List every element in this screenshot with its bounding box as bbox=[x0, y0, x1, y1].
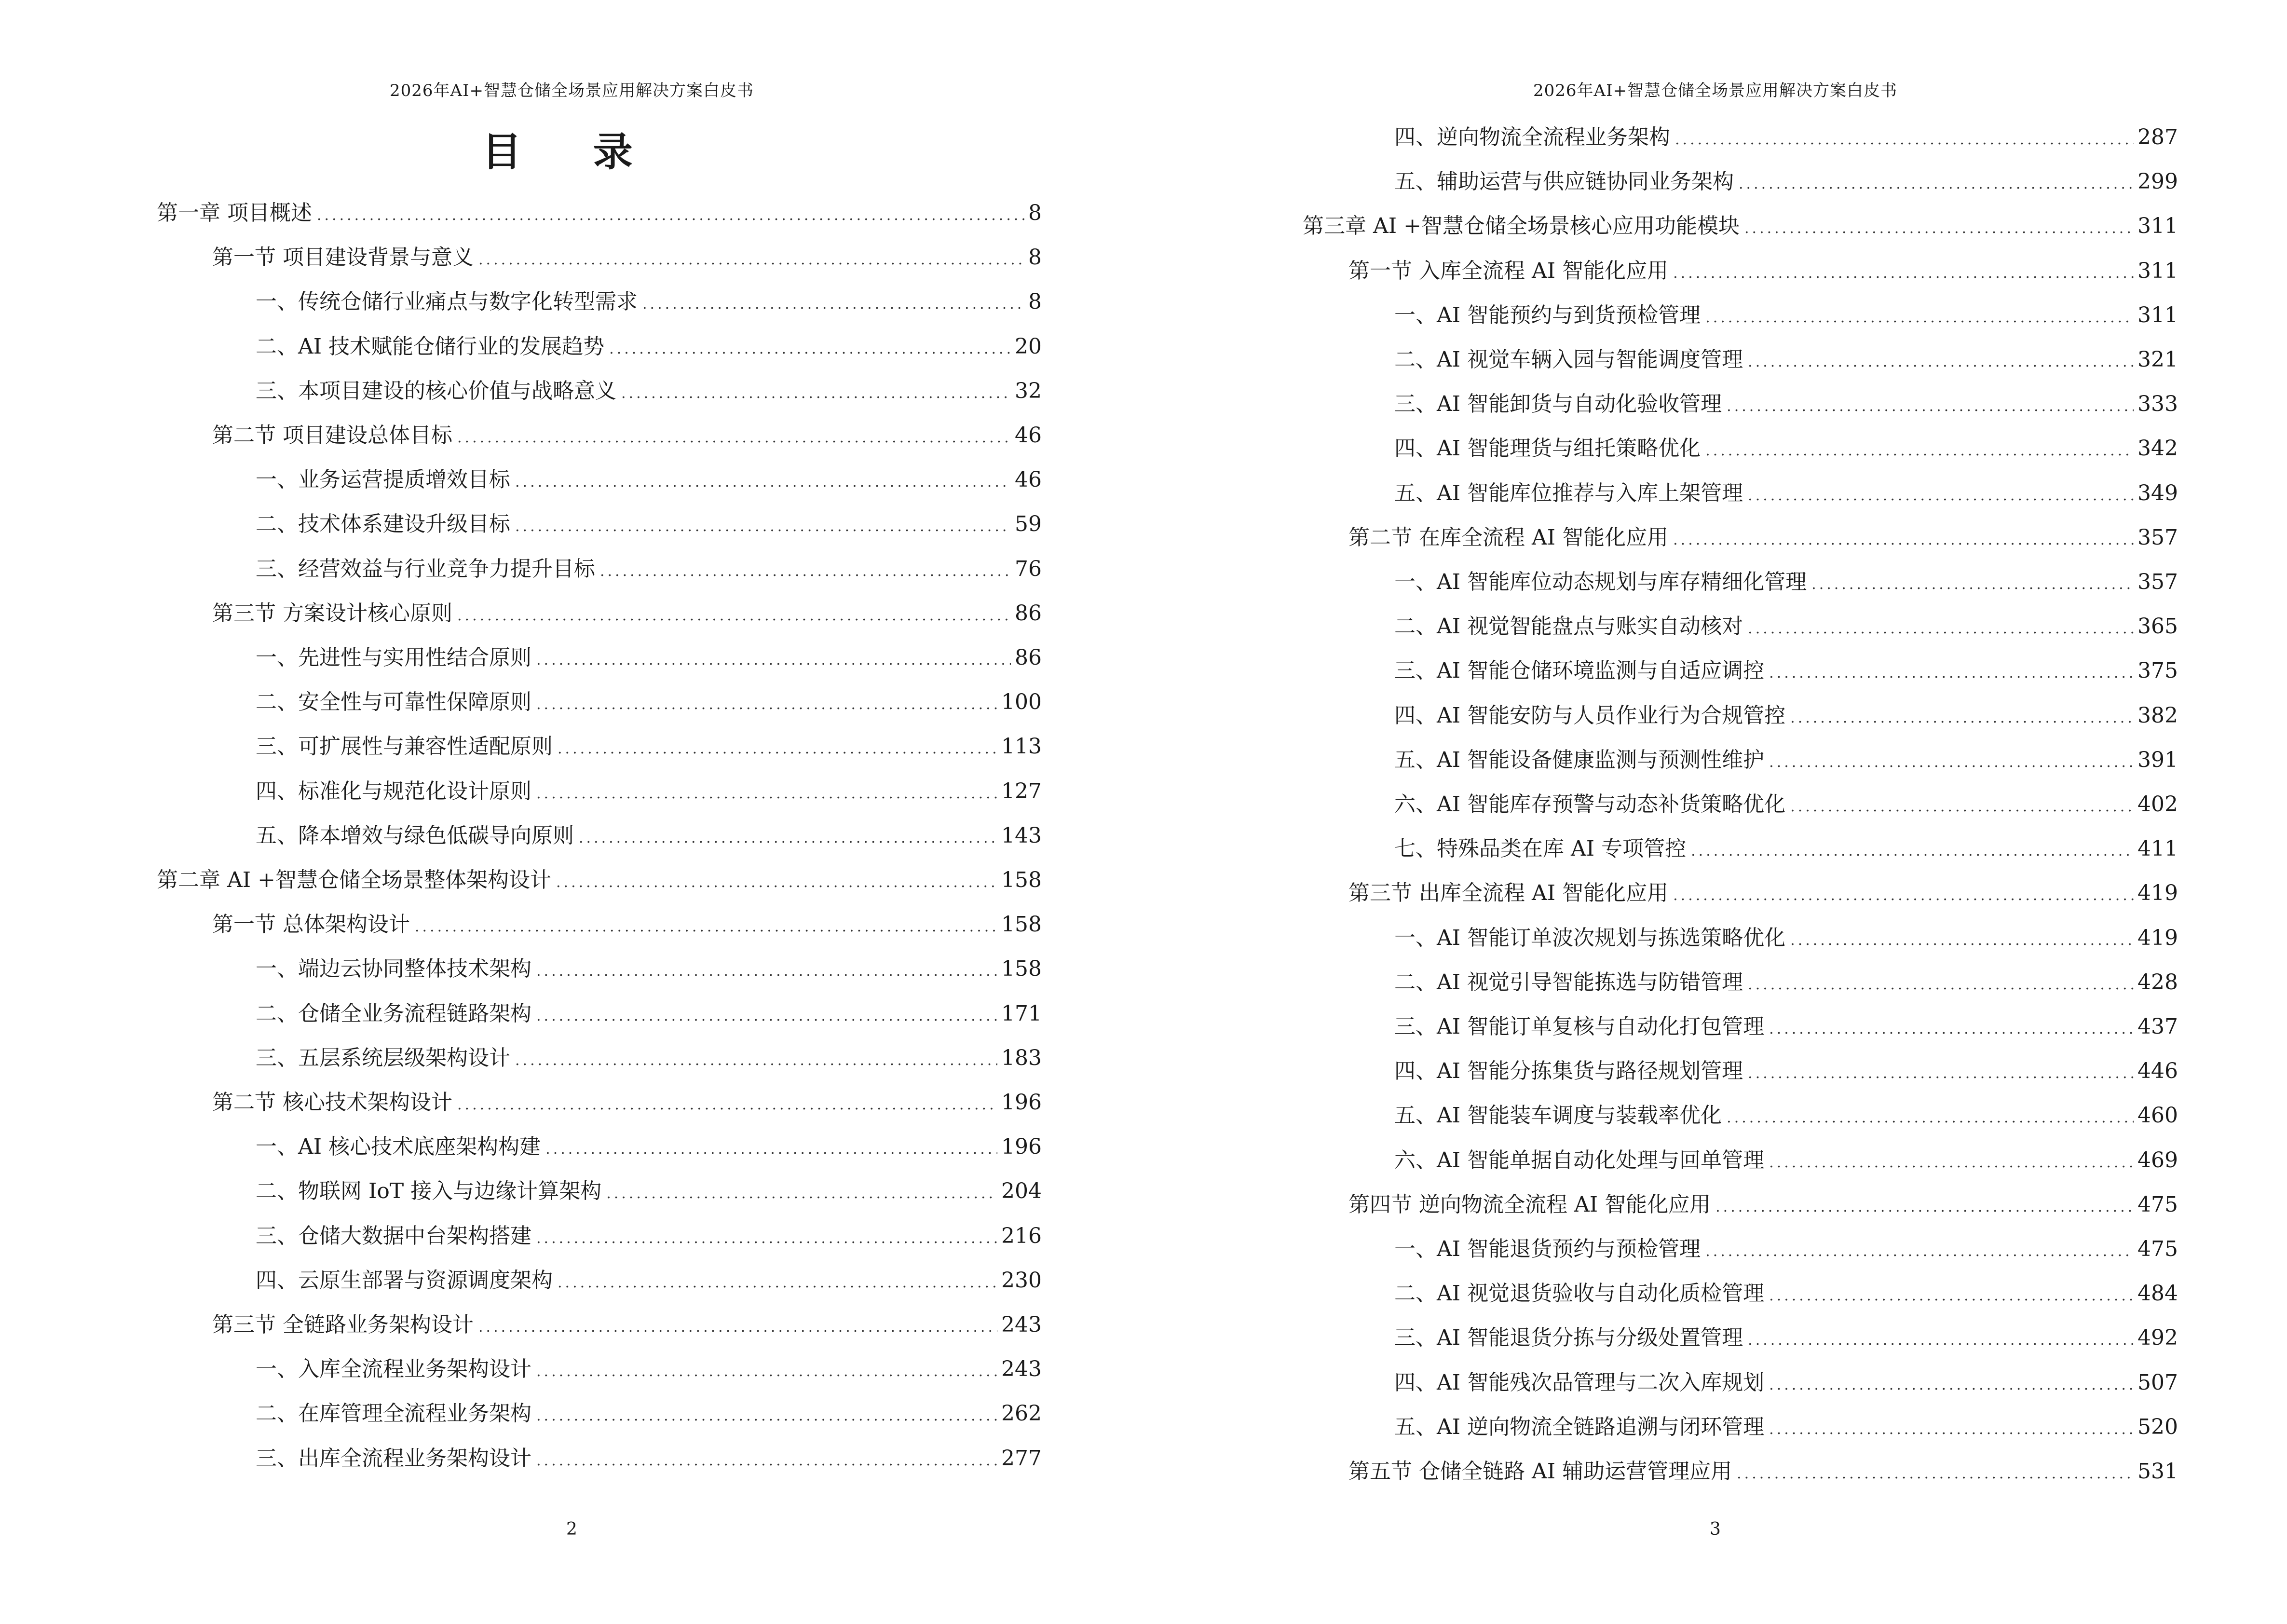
dot-leader bbox=[556, 874, 997, 891]
dot-leader bbox=[609, 341, 1011, 357]
dot-leader bbox=[1737, 1465, 2134, 1482]
toc-entry-page: 402 bbox=[2137, 792, 2178, 817]
toc-entry-level-3[interactable] bbox=[1394, 965, 2178, 994]
toc-entry-label: 一、AI 核心技术底座架构构建 bbox=[256, 1134, 541, 1160]
toc-entry-page: 520 bbox=[2137, 1414, 2178, 1439]
toc-entry-level-3[interactable] bbox=[256, 1396, 1042, 1425]
toc-entry-level-3[interactable] bbox=[1394, 476, 2178, 505]
toc-entry-page: 32 bbox=[1015, 378, 1042, 403]
running-header: 2026年AI+智慧仓储全场景应用解决方案白皮书 bbox=[1533, 81, 1897, 100]
dot-leader bbox=[1769, 1377, 2134, 1393]
toc-entry-level-1[interactable] bbox=[1303, 208, 2178, 237]
dot-leader bbox=[1748, 1332, 2134, 1349]
dot-leader bbox=[1691, 843, 2134, 860]
toc-entry-page: 382 bbox=[2137, 703, 2178, 728]
dot-leader bbox=[536, 1363, 997, 1380]
toc-entry-page: 460 bbox=[2137, 1103, 2178, 1128]
toc-entry-level-3[interactable] bbox=[1394, 1143, 2178, 1172]
toc-entry-page: 531 bbox=[2137, 1459, 2178, 1484]
toc-entry-label: 二、仓储全业务流程链路架构 bbox=[256, 1001, 531, 1026]
toc-entry-level-3[interactable] bbox=[256, 951, 1042, 980]
toc-entry-level-3[interactable] bbox=[256, 1351, 1042, 1380]
toc-entry-level-3[interactable] bbox=[1394, 1276, 2178, 1305]
toc-entry-label: 五、AI 智能装车调度与装载率优化 bbox=[1394, 1103, 1722, 1128]
toc-entry-level-2[interactable] bbox=[212, 1085, 1042, 1114]
dot-leader bbox=[536, 696, 997, 713]
toc-entry-page: 216 bbox=[1001, 1223, 1042, 1248]
toc-entry-page: 419 bbox=[2137, 925, 2178, 950]
toc-entry-level-3[interactable] bbox=[256, 1174, 1042, 1202]
toc-entry-level-3[interactable] bbox=[256, 1040, 1042, 1069]
toc-entry-label: 第二节 项目建设总体目标 bbox=[212, 423, 452, 448]
toc-entry-label: 一、入库全流程业务架构设计 bbox=[256, 1357, 531, 1382]
toc-entry-page: 46 bbox=[1015, 467, 1042, 492]
dot-leader bbox=[1727, 398, 2134, 415]
toc-entry-label: 第三章 AI +智慧仓储全场景核心应用功能模块 bbox=[1303, 214, 1740, 239]
toc-entry-label: 二、AI 视觉引导智能拣选与防错管理 bbox=[1394, 969, 1743, 995]
toc-entry-page: 59 bbox=[1015, 512, 1042, 537]
dot-leader bbox=[536, 1008, 997, 1024]
toc-entry-page: 299 bbox=[2137, 169, 2178, 194]
toc-entry-label: 三、出库全流程业务架构设计 bbox=[256, 1446, 531, 1471]
toc-entry-page: 196 bbox=[1001, 1090, 1042, 1115]
dot-leader bbox=[1790, 710, 2134, 726]
dot-leader bbox=[600, 563, 1011, 580]
toc-entry-page: 375 bbox=[2137, 658, 2178, 683]
toc-entry-page: 20 bbox=[1015, 334, 1042, 359]
toc-entry-label: 三、AI 智能卸货与自动化验收管理 bbox=[1394, 392, 1722, 417]
toc-entry-label: 第一章 项目概述 bbox=[157, 201, 312, 225]
toc-entry-level-3[interactable] bbox=[1394, 1320, 2178, 1349]
dot-leader bbox=[1769, 1154, 2134, 1171]
toc-entry-page: 507 bbox=[2137, 1370, 2178, 1395]
toc-entry-page: 243 bbox=[1001, 1357, 1042, 1382]
dot-leader bbox=[1673, 887, 2134, 904]
toc-entry-label: 一、AI 智能预约与到货预检管理 bbox=[1394, 302, 1701, 328]
toc-entry-label: 七、特殊品类在库 AI 专项管控 bbox=[1394, 836, 1687, 861]
toc-entry-level-3[interactable] bbox=[1394, 386, 2178, 415]
dot-leader bbox=[478, 1319, 997, 1336]
toc-entry-label: 五、辅助运营与供应链协同业务架构 bbox=[1394, 169, 1734, 194]
toc-entry-level-3[interactable] bbox=[256, 329, 1042, 358]
dot-leader bbox=[317, 207, 1024, 224]
toc-entry-label: 五、AI 智能库位推荐与入库上架管理 bbox=[1394, 480, 1743, 505]
toc-entry-level-3[interactable] bbox=[1394, 1098, 2178, 1127]
toc-entry-page: 100 bbox=[1001, 690, 1042, 715]
toc-entry-label: 四、AI 智能分拣集货与路径规划管理 bbox=[1394, 1059, 1743, 1084]
toc-entry-label: 第一节 入库全流程 AI 智能化应用 bbox=[1348, 258, 1669, 283]
toc-entry-page: 357 bbox=[2137, 525, 2178, 550]
toc-entry-label: 六、AI 智能单据自动化处理与回单管理 bbox=[1394, 1147, 1765, 1173]
dot-leader bbox=[536, 1230, 997, 1247]
dot-leader bbox=[457, 1096, 997, 1113]
toc-entry-label: 一、AI 智能退货预约与预检管理 bbox=[1394, 1237, 1701, 1261]
toc-entry-label: 五、AI 逆向物流全链路追溯与闭环管理 bbox=[1394, 1414, 1765, 1439]
toc-entry-label: 二、AI 视觉退货验收与自动化质检管理 bbox=[1394, 1281, 1765, 1306]
toc-entry-level-3[interactable] bbox=[1394, 698, 2178, 727]
toc-entry-page: 475 bbox=[2137, 1192, 2178, 1217]
toc-entry-level-3[interactable] bbox=[1394, 120, 2178, 149]
toc-entry-label: 二、AI 技术赋能仓储行业的发展趋势 bbox=[256, 334, 605, 359]
toc-entry-level-3[interactable] bbox=[256, 462, 1042, 491]
toc-entry-page: 311 bbox=[2137, 258, 2178, 283]
toc-entry-page: 158 bbox=[1001, 868, 1042, 892]
dot-leader bbox=[642, 296, 1024, 313]
toc-entry-label: 三、AI 智能订单复核与自动化打包管理 bbox=[1394, 1014, 1765, 1039]
toc-entry-level-3[interactable] bbox=[1394, 1409, 2178, 1438]
running-header: 2026年AI+智慧仓储全场景应用解决方案白皮书 bbox=[390, 81, 754, 100]
toc-entry-page: 230 bbox=[1001, 1268, 1042, 1293]
dot-leader bbox=[1769, 1421, 2134, 1438]
toc-entry-label: 三、五层系统层级架构设计 bbox=[256, 1045, 510, 1070]
dot-leader bbox=[478, 251, 1024, 268]
dot-leader bbox=[558, 1274, 997, 1291]
toc-entry-level-2[interactable] bbox=[1348, 875, 2178, 904]
toc-entry-page: 419 bbox=[2137, 881, 2178, 906]
toc-entry-level-3[interactable] bbox=[1394, 1365, 2178, 1394]
toc-entry-level-3[interactable] bbox=[256, 774, 1042, 803]
toc-entry-page: 46 bbox=[1015, 423, 1042, 448]
page-number: 2 bbox=[566, 1519, 577, 1539]
dot-leader bbox=[606, 1185, 997, 1202]
toc-entry-page: 143 bbox=[1001, 823, 1042, 848]
toc-entry-level-3[interactable] bbox=[256, 284, 1042, 313]
dot-leader bbox=[515, 1052, 997, 1069]
toc-entry-level-3[interactable] bbox=[256, 818, 1042, 847]
toc-entry-page: 446 bbox=[2137, 1059, 2178, 1084]
toc-entry-level-3[interactable] bbox=[1394, 831, 2178, 860]
dot-leader bbox=[621, 385, 1011, 402]
toc-entry-label: 第五节 仓储全链路 AI 辅助运营管理应用 bbox=[1348, 1459, 1732, 1484]
toc-entry-page: 311 bbox=[2137, 214, 2178, 239]
right-page bbox=[1144, 0, 2287, 1624]
toc-entry-level-3[interactable] bbox=[1394, 787, 2178, 816]
dot-leader bbox=[1727, 1109, 2134, 1126]
toc-entry-page: 349 bbox=[2137, 480, 2178, 505]
dot-leader bbox=[1673, 265, 2134, 282]
dot-leader bbox=[536, 785, 997, 802]
dot-leader bbox=[1705, 1243, 2134, 1260]
toc-entry-level-3[interactable] bbox=[256, 996, 1042, 1025]
dot-leader bbox=[1748, 354, 2134, 370]
toc-entry-page: 391 bbox=[2137, 747, 2178, 772]
toc-entry-level-2[interactable] bbox=[212, 1307, 1042, 1336]
toc-entry-level-3[interactable] bbox=[256, 1218, 1042, 1247]
toc-entry-page: 342 bbox=[2137, 436, 2178, 461]
toc-entry-page: 158 bbox=[1001, 956, 1042, 982]
toc-entry-label: 第三节 全链路业务架构设计 bbox=[212, 1312, 474, 1337]
toc-entry-label: 一、先进性与实用性结合原则 bbox=[256, 645, 531, 670]
toc-entry-page: 243 bbox=[1001, 1312, 1042, 1337]
dot-leader bbox=[1715, 1199, 2134, 1215]
toc-entry-page: 196 bbox=[1001, 1134, 1042, 1160]
toc-entry-label: 第四节 逆向物流全流程 AI 智能化应用 bbox=[1348, 1192, 1711, 1217]
dot-leader bbox=[536, 652, 1011, 669]
toc-entry-label: 第二章 AI +智慧仓储全场景整体架构设计 bbox=[157, 868, 551, 892]
toc-entry-label: 三、AI 智能仓储环境监测与自适应调控 bbox=[1394, 658, 1765, 683]
toc-entry-page: 8 bbox=[1028, 201, 1042, 225]
toc-entry-level-3[interactable] bbox=[256, 373, 1042, 402]
toc-entry-page: 86 bbox=[1015, 600, 1042, 626]
toc-entry-level-3[interactable] bbox=[256, 551, 1042, 580]
dot-leader bbox=[1769, 1287, 2134, 1304]
toc-entry-page: 321 bbox=[2137, 347, 2178, 372]
dot-leader bbox=[1748, 1065, 2134, 1082]
dot-leader bbox=[1739, 176, 2134, 192]
toc-entry-level-3[interactable] bbox=[1394, 298, 2178, 327]
dot-leader bbox=[1705, 442, 2134, 459]
dot-leader bbox=[1769, 1021, 2134, 1037]
toc-entry-page: 8 bbox=[1028, 245, 1042, 270]
toc-entry-level-1[interactable] bbox=[157, 862, 1042, 891]
toc-entry-level-2[interactable] bbox=[212, 907, 1042, 936]
toc-entry-level-1[interactable] bbox=[157, 195, 1042, 224]
toc-entry-label: 第三节 方案设计核心原则 bbox=[212, 600, 452, 626]
toc-entry-label: 二、技术体系建设升级目标 bbox=[256, 512, 510, 537]
toc-entry-level-3[interactable] bbox=[1394, 920, 2178, 949]
toc-entry-label: 二、物联网 IoT 接入与边缘计算架构 bbox=[256, 1179, 602, 1204]
toc-entry-label: 三、仓储大数据中台架构搭建 bbox=[256, 1223, 531, 1248]
toc-entry-label: 第二节 在库全流程 AI 智能化应用 bbox=[1348, 525, 1669, 550]
toc-entry-page: 183 bbox=[1001, 1045, 1042, 1070]
toc-entry-page: 171 bbox=[1001, 1001, 1042, 1026]
toc-entry-level-3[interactable] bbox=[256, 506, 1042, 535]
toc-entry-level-2[interactable] bbox=[1348, 253, 2178, 282]
dot-leader bbox=[1748, 976, 2134, 993]
page-number: 3 bbox=[1710, 1519, 1721, 1539]
toc-entry-page: 437 bbox=[2137, 1014, 2178, 1039]
toc-entry-label: 一、业务运营提质增效目标 bbox=[256, 467, 510, 492]
toc-entry-level-3[interactable] bbox=[1394, 342, 2178, 371]
dot-leader bbox=[536, 1407, 997, 1424]
toc-entry-level-3[interactable] bbox=[256, 1441, 1042, 1470]
toc-entry-label: 四、AI 智能残次品管理与二次入库规划 bbox=[1394, 1370, 1765, 1395]
toc-entry-level-3[interactable] bbox=[1394, 1231, 2178, 1260]
dot-leader bbox=[536, 963, 997, 980]
toc-entry-label: 第二节 核心技术架构设计 bbox=[212, 1090, 452, 1115]
toc-entry-label: 四、云原生部署与资源调度架构 bbox=[256, 1268, 553, 1293]
dot-leader bbox=[515, 518, 1011, 535]
dot-leader bbox=[545, 1141, 997, 1158]
dot-leader bbox=[536, 1452, 997, 1469]
toc-entry-level-3[interactable] bbox=[256, 640, 1042, 669]
toc-entry-page: 365 bbox=[2137, 614, 2178, 639]
dot-leader bbox=[1673, 532, 2134, 548]
dot-leader bbox=[457, 607, 1011, 624]
toc-entry-page: 411 bbox=[2137, 836, 2178, 861]
toc-entry-label: 四、标准化与规范化设计原则 bbox=[256, 778, 531, 804]
toc-title: 目 录 bbox=[482, 129, 662, 175]
toc-entry-level-3[interactable] bbox=[256, 1263, 1042, 1292]
toc-entry-page: 333 bbox=[2137, 392, 2178, 417]
dot-leader bbox=[415, 918, 997, 935]
toc-entry-page: 113 bbox=[1001, 734, 1042, 759]
dot-leader bbox=[1705, 309, 2134, 326]
toc-entry-page: 311 bbox=[2137, 302, 2178, 328]
toc-entry-label: 二、安全性与可靠性保障原则 bbox=[256, 690, 531, 715]
dot-leader bbox=[1811, 576, 2134, 593]
toc-entry-page: 492 bbox=[2137, 1325, 2178, 1351]
toc-entry-level-2[interactable] bbox=[212, 596, 1042, 625]
toc-entry-label: 一、AI 智能库位动态规划与库存精细化管理 bbox=[1394, 570, 1807, 594]
toc-entry-page: 475 bbox=[2137, 1237, 2178, 1261]
toc-entry-level-2[interactable] bbox=[1348, 1187, 2178, 1216]
toc-entry-level-3[interactable] bbox=[1394, 653, 2178, 682]
toc-entry-label: 一、传统仓储行业痛点与数字化转型需求 bbox=[256, 289, 638, 314]
toc-entry-label: 五、AI 智能设备健康监测与预测性维护 bbox=[1394, 747, 1765, 772]
toc-entry-level-3[interactable] bbox=[256, 729, 1042, 758]
toc-entry-page: 262 bbox=[1001, 1401, 1042, 1426]
dot-leader bbox=[1769, 754, 2134, 771]
toc-entry-level-3[interactable] bbox=[1394, 1053, 2178, 1082]
toc-entry-page: 287 bbox=[2137, 125, 2178, 150]
toc-entry-label: 第一节 项目建设背景与意义 bbox=[212, 245, 474, 270]
toc-entry-page: 357 bbox=[2137, 570, 2178, 594]
toc-entry-page: 428 bbox=[2137, 969, 2178, 995]
toc-entry-label: 三、经营效益与行业竞争力提升目标 bbox=[256, 556, 595, 581]
toc-entry-level-2[interactable] bbox=[212, 240, 1042, 269]
toc-entry-level-3[interactable] bbox=[1394, 564, 2178, 593]
toc-entry-label: 二、在库管理全流程业务架构 bbox=[256, 1401, 531, 1426]
toc-entry-level-3[interactable] bbox=[1394, 609, 2178, 638]
toc-entry-page: 76 bbox=[1015, 556, 1042, 581]
toc-entry-level-2[interactable] bbox=[1348, 520, 2178, 549]
toc-entry-label: 第一节 总体架构设计 bbox=[212, 912, 410, 937]
toc-entry-label: 二、AI 视觉车辆入园与智能调度管理 bbox=[1394, 347, 1743, 372]
toc-entry-page: 158 bbox=[1001, 912, 1042, 937]
toc-entry-page: 204 bbox=[1001, 1179, 1042, 1204]
toc-entry-level-3[interactable] bbox=[1394, 1009, 2178, 1038]
toc-entry-page: 277 bbox=[1001, 1446, 1042, 1471]
toc-entry-label: 四、逆向物流全流程业务架构 bbox=[1394, 125, 1670, 150]
toc-entry-level-3[interactable] bbox=[1394, 742, 2178, 771]
toc-entry-label: 一、AI 智能订单波次规划与拣选策略优化 bbox=[1394, 925, 1786, 950]
dot-leader bbox=[457, 429, 1011, 446]
toc-entry-page: 127 bbox=[1001, 778, 1042, 804]
toc-entry-label: 二、AI 视觉智能盘点与账实自动核对 bbox=[1394, 614, 1743, 639]
toc-entry-page: 8 bbox=[1028, 289, 1042, 314]
toc-entry-level-3[interactable] bbox=[256, 684, 1042, 713]
dot-leader bbox=[1790, 932, 2134, 949]
toc-entry-label: 第三节 出库全流程 AI 智能化应用 bbox=[1348, 881, 1669, 906]
dot-leader bbox=[515, 474, 1011, 491]
toc-entry-label: 三、AI 智能退货分拣与分级处置管理 bbox=[1394, 1325, 1743, 1351]
toc-entry-level-3[interactable] bbox=[1394, 164, 2178, 193]
toc-entry-level-3[interactable] bbox=[256, 1129, 1042, 1158]
toc-entry-level-2[interactable] bbox=[1348, 1454, 2178, 1483]
dot-leader bbox=[558, 740, 997, 757]
toc-entry-label: 四、AI 智能安防与人员作业行为合规管控 bbox=[1394, 703, 1786, 728]
dot-leader bbox=[1675, 131, 2134, 148]
toc-entry-label: 四、AI 智能理货与组托策略优化 bbox=[1394, 436, 1701, 461]
toc-entry-level-3[interactable] bbox=[1394, 431, 2178, 460]
dot-leader bbox=[1748, 487, 2134, 504]
toc-entry-page: 86 bbox=[1015, 645, 1042, 670]
dot-leader bbox=[579, 830, 997, 846]
dot-leader bbox=[1744, 220, 2134, 237]
toc-entry-label: 六、AI 智能库存预警与动态补货策略优化 bbox=[1394, 792, 1786, 817]
toc-entry-level-2[interactable] bbox=[212, 418, 1042, 447]
toc-entry-label: 三、可扩展性与兼容性适配原则 bbox=[256, 734, 553, 759]
toc-entry-page: 469 bbox=[2137, 1147, 2178, 1173]
toc-entry-page: 484 bbox=[2137, 1281, 2178, 1306]
toc-entry-label: 一、端边云协同整体技术架构 bbox=[256, 956, 531, 982]
toc-entry-label: 三、本项目建设的核心价值与战略意义 bbox=[256, 378, 616, 403]
dot-leader bbox=[1769, 665, 2134, 682]
dot-leader bbox=[1748, 620, 2134, 637]
dot-leader bbox=[1790, 798, 2134, 815]
toc-entry-label: 五、降本增效与绿色低碳导向原则 bbox=[256, 823, 574, 848]
